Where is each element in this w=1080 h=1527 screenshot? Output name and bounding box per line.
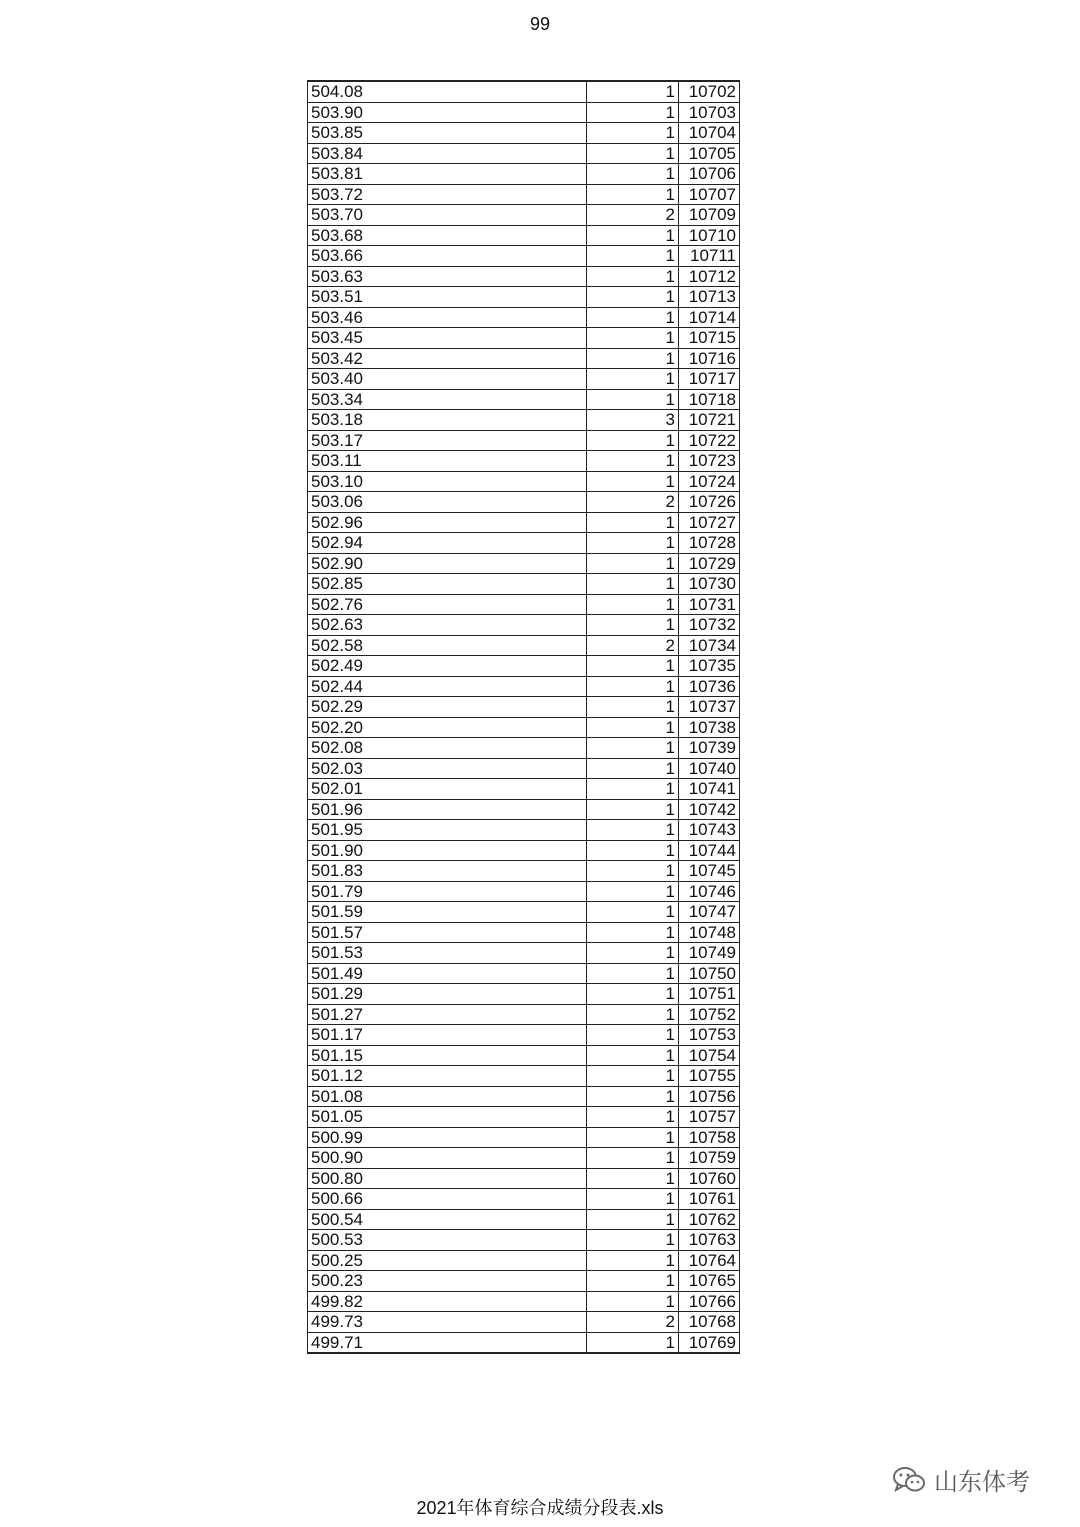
count-cell: 2 xyxy=(587,635,679,656)
table-row xyxy=(308,676,740,697)
count-cell: 1 xyxy=(587,594,679,615)
score-cell: 501.27 xyxy=(308,1004,587,1025)
table-row xyxy=(308,184,740,205)
count-cell: 1 xyxy=(587,307,679,328)
count-cell: 1 xyxy=(587,266,679,287)
count-cell: 1 xyxy=(587,1127,679,1148)
cumulative-cell: 10744 xyxy=(679,840,740,861)
score-cell: 503.81 xyxy=(308,164,587,185)
cumulative-cell: 10755 xyxy=(679,1066,740,1087)
count-cell: 1 xyxy=(587,471,679,492)
table-row xyxy=(308,1291,740,1312)
cumulative-cell: 10758 xyxy=(679,1127,740,1148)
cumulative-cell: 10710 xyxy=(679,225,740,246)
table-row xyxy=(308,1250,740,1271)
score-cell: 504.08 xyxy=(308,81,587,102)
cumulative-cell: 10757 xyxy=(679,1107,740,1128)
score-cell: 503.51 xyxy=(308,287,587,308)
table-row xyxy=(308,1148,740,1169)
table-row xyxy=(308,430,740,451)
table-row xyxy=(308,984,740,1005)
count-cell: 1 xyxy=(587,963,679,984)
cumulative-cell: 10718 xyxy=(679,389,740,410)
count-cell: 1 xyxy=(587,164,679,185)
score-cell: 501.96 xyxy=(308,799,587,820)
cumulative-cell: 10751 xyxy=(679,984,740,1005)
cumulative-cell: 10752 xyxy=(679,1004,740,1025)
count-cell: 1 xyxy=(587,902,679,923)
score-cell: 503.68 xyxy=(308,225,587,246)
cumulative-cell: 10753 xyxy=(679,1025,740,1046)
score-cell: 502.63 xyxy=(308,615,587,636)
cumulative-cell: 10769 xyxy=(679,1332,740,1353)
count-cell: 1 xyxy=(587,1271,679,1292)
count-cell: 1 xyxy=(587,1291,679,1312)
table-row xyxy=(308,820,740,841)
count-cell: 1 xyxy=(587,1209,679,1230)
cumulative-cell: 10707 xyxy=(679,184,740,205)
count-cell: 1 xyxy=(587,1168,679,1189)
cumulative-cell: 10750 xyxy=(679,963,740,984)
count-cell: 1 xyxy=(587,922,679,943)
count-cell: 1 xyxy=(587,389,679,410)
count-cell: 1 xyxy=(587,881,679,902)
count-cell: 2 xyxy=(587,492,679,513)
table-row xyxy=(308,1332,740,1353)
cumulative-cell: 10756 xyxy=(679,1086,740,1107)
count-cell: 3 xyxy=(587,410,679,431)
count-cell: 1 xyxy=(587,123,679,144)
cumulative-cell: 10763 xyxy=(679,1230,740,1251)
table-row xyxy=(308,1004,740,1025)
count-cell: 1 xyxy=(587,1004,679,1025)
table-row xyxy=(308,512,740,533)
table-row xyxy=(308,369,740,390)
table-row xyxy=(308,389,740,410)
count-cell: 1 xyxy=(587,717,679,738)
score-cell: 500.23 xyxy=(308,1271,587,1292)
score-cell: 501.29 xyxy=(308,984,587,1005)
score-cell: 502.58 xyxy=(308,635,587,656)
cumulative-cell: 10742 xyxy=(679,799,740,820)
score-cell: 503.90 xyxy=(308,102,587,123)
count-cell: 1 xyxy=(587,1230,679,1251)
table-row xyxy=(308,1045,740,1066)
wechat-icon xyxy=(892,1465,926,1495)
cumulative-cell: 10703 xyxy=(679,102,740,123)
table-row xyxy=(308,1127,740,1148)
count-cell: 1 xyxy=(587,574,679,595)
table-row xyxy=(308,225,740,246)
table-row xyxy=(308,574,740,595)
score-cell: 503.42 xyxy=(308,348,587,369)
table-row xyxy=(308,717,740,738)
cumulative-cell: 10748 xyxy=(679,922,740,943)
cumulative-cell: 10759 xyxy=(679,1148,740,1169)
score-cell: 503.72 xyxy=(308,184,587,205)
table-row xyxy=(308,779,740,800)
count-cell: 1 xyxy=(587,451,679,472)
cumulative-cell: 10741 xyxy=(679,779,740,800)
score-cell: 499.71 xyxy=(308,1332,587,1353)
table-row xyxy=(308,205,740,226)
count-cell: 1 xyxy=(587,676,679,697)
cumulative-cell: 10715 xyxy=(679,328,740,349)
cumulative-cell: 10705 xyxy=(679,143,740,164)
table-row xyxy=(308,246,740,267)
table-row xyxy=(308,758,740,779)
count-cell: 1 xyxy=(587,840,679,861)
score-cell: 503.17 xyxy=(308,430,587,451)
cumulative-cell: 10712 xyxy=(679,266,740,287)
cumulative-cell: 10754 xyxy=(679,1045,740,1066)
table-row xyxy=(308,738,740,759)
table-row xyxy=(308,656,740,677)
table-row xyxy=(308,902,740,923)
score-cell: 502.49 xyxy=(308,656,587,677)
score-cell: 501.57 xyxy=(308,922,587,943)
cumulative-cell: 10762 xyxy=(679,1209,740,1230)
cumulative-cell: 10727 xyxy=(679,512,740,533)
cumulative-cell: 10743 xyxy=(679,820,740,841)
table-row xyxy=(308,635,740,656)
score-cell: 501.59 xyxy=(308,902,587,923)
table-row xyxy=(308,553,740,574)
score-cell: 499.73 xyxy=(308,1312,587,1333)
cumulative-cell: 10766 xyxy=(679,1291,740,1312)
count-cell: 1 xyxy=(587,758,679,779)
table-row xyxy=(308,102,740,123)
cumulative-cell: 10730 xyxy=(679,574,740,595)
cumulative-cell: 10768 xyxy=(679,1312,740,1333)
count-cell: 1 xyxy=(587,820,679,841)
score-cell: 500.25 xyxy=(308,1250,587,1271)
score-cell: 502.94 xyxy=(308,533,587,554)
table-row xyxy=(308,1189,740,1210)
score-cell: 503.18 xyxy=(308,410,587,431)
table-row xyxy=(308,287,740,308)
count-cell: 1 xyxy=(587,615,679,636)
score-cell: 501.79 xyxy=(308,881,587,902)
table-row xyxy=(308,1230,740,1251)
count-cell: 1 xyxy=(587,553,679,574)
table-row xyxy=(308,1107,740,1128)
score-cell: 501.53 xyxy=(308,943,587,964)
table-row xyxy=(308,164,740,185)
table-row xyxy=(308,123,740,144)
cumulative-cell: 10717 xyxy=(679,369,740,390)
count-cell: 1 xyxy=(587,328,679,349)
count-cell: 1 xyxy=(587,225,679,246)
cumulative-cell: 10702 xyxy=(679,81,740,102)
score-cell: 503.11 xyxy=(308,451,587,472)
count-cell: 1 xyxy=(587,943,679,964)
table-row xyxy=(308,922,740,943)
table-body xyxy=(308,81,740,1353)
count-cell: 1 xyxy=(587,1332,679,1353)
count-cell: 1 xyxy=(587,287,679,308)
cumulative-cell: 10736 xyxy=(679,676,740,697)
cumulative-cell: 10765 xyxy=(679,1271,740,1292)
score-cell: 500.54 xyxy=(308,1209,587,1230)
table-row xyxy=(308,81,740,102)
cumulative-cell: 10738 xyxy=(679,717,740,738)
table-row xyxy=(308,1025,740,1046)
cumulative-cell: 10760 xyxy=(679,1168,740,1189)
score-cell: 503.84 xyxy=(308,143,587,164)
cumulative-cell: 10726 xyxy=(679,492,740,513)
count-cell: 1 xyxy=(587,143,679,164)
score-cell: 502.90 xyxy=(308,553,587,574)
score-cell: 501.15 xyxy=(308,1045,587,1066)
cumulative-cell: 10713 xyxy=(679,287,740,308)
cumulative-cell: 10740 xyxy=(679,758,740,779)
cumulative-cell: 10722 xyxy=(679,430,740,451)
cumulative-cell: 10764 xyxy=(679,1250,740,1271)
score-cell: 502.03 xyxy=(308,758,587,779)
cumulative-cell: 10706 xyxy=(679,164,740,185)
cumulative-cell: 10735 xyxy=(679,656,740,677)
count-cell: 1 xyxy=(587,1189,679,1210)
count-cell: 1 xyxy=(587,738,679,759)
score-cell: 499.82 xyxy=(308,1291,587,1312)
watermark-text: 山东体考 xyxy=(934,1469,1030,1496)
cumulative-cell: 10711 xyxy=(679,246,740,267)
count-cell: 1 xyxy=(587,779,679,800)
score-cell: 502.44 xyxy=(308,676,587,697)
count-cell: 1 xyxy=(587,1066,679,1087)
score-cell: 503.63 xyxy=(308,266,587,287)
table-row xyxy=(308,963,740,984)
score-cell: 501.95 xyxy=(308,820,587,841)
score-cell: 503.10 xyxy=(308,471,587,492)
score-cell: 501.12 xyxy=(308,1066,587,1087)
score-cell: 502.29 xyxy=(308,697,587,718)
score-cell: 501.08 xyxy=(308,1086,587,1107)
score-cell: 500.80 xyxy=(308,1168,587,1189)
count-cell: 1 xyxy=(587,1148,679,1169)
table-row xyxy=(308,492,740,513)
count-cell: 1 xyxy=(587,1025,679,1046)
table-row xyxy=(308,1168,740,1189)
cumulative-cell: 10737 xyxy=(679,697,740,718)
score-cell: 503.40 xyxy=(308,369,587,390)
cumulative-cell: 10729 xyxy=(679,553,740,574)
table-row xyxy=(308,861,740,882)
count-cell: 1 xyxy=(587,533,679,554)
table-row xyxy=(308,410,740,431)
score-cell: 501.83 xyxy=(308,861,587,882)
cumulative-cell: 10704 xyxy=(679,123,740,144)
cumulative-cell: 10761 xyxy=(679,1189,740,1210)
cumulative-cell: 10709 xyxy=(679,205,740,226)
score-cell: 503.34 xyxy=(308,389,587,410)
count-cell: 1 xyxy=(587,1250,679,1271)
table-row xyxy=(308,328,740,349)
cumulative-cell: 10716 xyxy=(679,348,740,369)
table-row xyxy=(308,881,740,902)
table-row xyxy=(308,943,740,964)
cumulative-cell: 10724 xyxy=(679,471,740,492)
cumulative-cell: 10749 xyxy=(679,943,740,964)
table-row xyxy=(308,451,740,472)
count-cell: 1 xyxy=(587,697,679,718)
cumulative-cell: 10746 xyxy=(679,881,740,902)
count-cell: 1 xyxy=(587,656,679,677)
count-cell: 1 xyxy=(587,430,679,451)
cumulative-cell: 10747 xyxy=(679,902,740,923)
count-cell: 1 xyxy=(587,1107,679,1128)
cumulative-cell: 10721 xyxy=(679,410,740,431)
score-distribution-table xyxy=(307,80,740,1354)
cumulative-cell: 10723 xyxy=(679,451,740,472)
score-cell: 500.90 xyxy=(308,1148,587,1169)
score-cell: 502.20 xyxy=(308,717,587,738)
score-cell: 501.90 xyxy=(308,840,587,861)
table-row xyxy=(308,1086,740,1107)
cumulative-cell: 10732 xyxy=(679,615,740,636)
cumulative-cell: 10731 xyxy=(679,594,740,615)
count-cell: 1 xyxy=(587,246,679,267)
count-cell: 1 xyxy=(587,369,679,390)
count-cell: 2 xyxy=(587,205,679,226)
score-cell: 502.85 xyxy=(308,574,587,595)
count-cell: 1 xyxy=(587,184,679,205)
table-row xyxy=(308,1066,740,1087)
score-cell: 503.46 xyxy=(308,307,587,328)
cumulative-cell: 10734 xyxy=(679,635,740,656)
cumulative-cell: 10745 xyxy=(679,861,740,882)
table-row xyxy=(308,615,740,636)
table-row xyxy=(308,594,740,615)
score-cell: 502.76 xyxy=(308,594,587,615)
watermark xyxy=(892,1462,1030,1497)
table-row xyxy=(308,266,740,287)
table-row xyxy=(308,1271,740,1292)
count-cell: 1 xyxy=(587,861,679,882)
count-cell: 1 xyxy=(587,512,679,533)
score-cell: 500.66 xyxy=(308,1189,587,1210)
cumulative-cell: 10739 xyxy=(679,738,740,759)
table-row xyxy=(308,348,740,369)
score-cell: 500.99 xyxy=(308,1127,587,1148)
table-row xyxy=(308,1312,740,1333)
score-cell: 501.49 xyxy=(308,963,587,984)
count-cell: 1 xyxy=(587,984,679,1005)
score-cell: 503.66 xyxy=(308,246,587,267)
score-cell: 502.01 xyxy=(308,779,587,800)
page-number: 99 xyxy=(529,14,551,34)
count-cell: 1 xyxy=(587,81,679,102)
score-cell: 501.05 xyxy=(308,1107,587,1128)
footer-file-title: 2021年体育综合成绩分段表.xls xyxy=(416,1498,664,1518)
cumulative-cell: 10714 xyxy=(679,307,740,328)
score-cell: 503.45 xyxy=(308,328,587,349)
table-row xyxy=(308,840,740,861)
score-cell: 501.17 xyxy=(308,1025,587,1046)
table-row xyxy=(308,697,740,718)
table-row xyxy=(308,1209,740,1230)
count-cell: 1 xyxy=(587,1045,679,1066)
table-row xyxy=(308,143,740,164)
count-cell: 2 xyxy=(587,1312,679,1333)
score-cell: 502.08 xyxy=(308,738,587,759)
table-row xyxy=(308,799,740,820)
score-cell: 500.53 xyxy=(308,1230,587,1251)
score-cell: 503.06 xyxy=(308,492,587,513)
table-row xyxy=(308,307,740,328)
score-cell: 502.96 xyxy=(308,512,587,533)
cumulative-cell: 10728 xyxy=(679,533,740,554)
count-cell: 1 xyxy=(587,1086,679,1107)
score-cell: 503.85 xyxy=(308,123,587,144)
score-cell: 503.70 xyxy=(308,205,587,226)
count-cell: 1 xyxy=(587,102,679,123)
count-cell: 1 xyxy=(587,799,679,820)
count-cell: 1 xyxy=(587,348,679,369)
table-row xyxy=(308,471,740,492)
table-row xyxy=(308,533,740,554)
